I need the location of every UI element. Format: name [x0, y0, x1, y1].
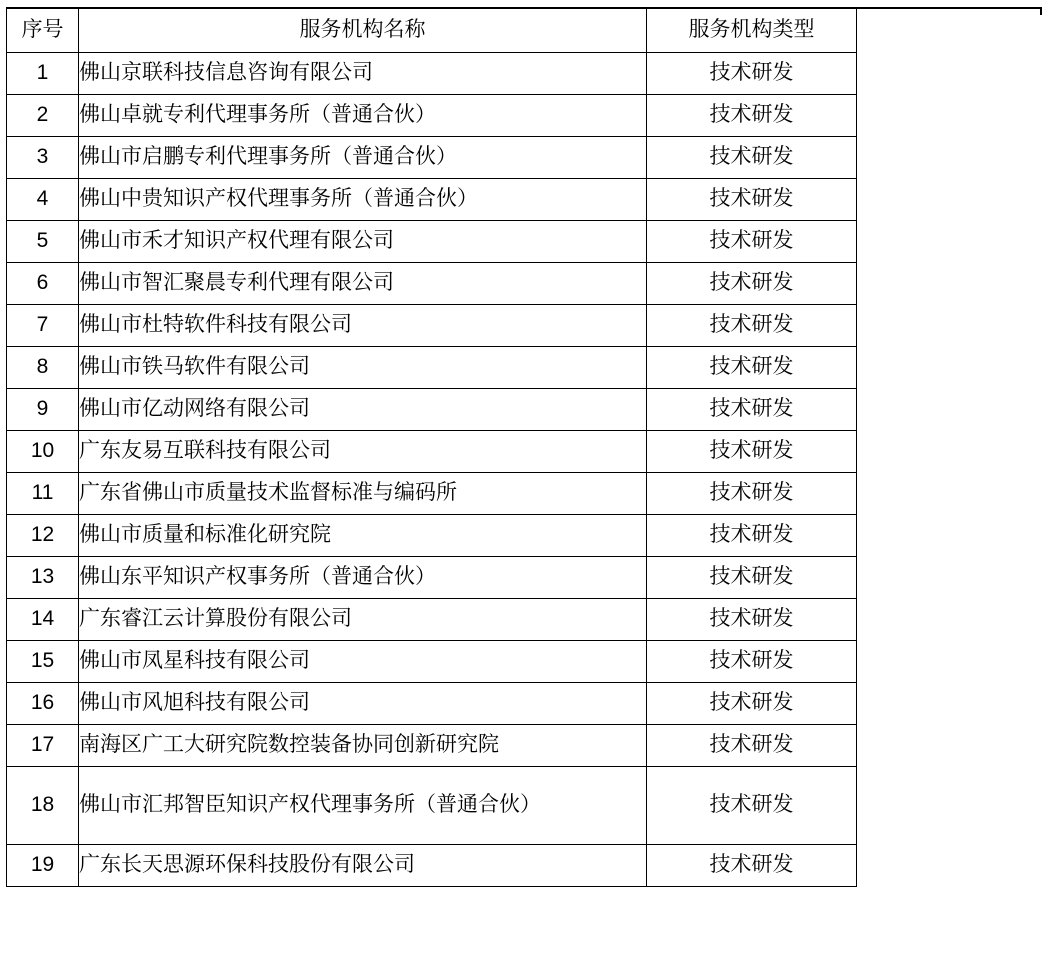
cell-organization-type: 技术研发 [647, 767, 857, 845]
table-row [7, 515, 857, 557]
table-row [7, 389, 857, 431]
cell-organization-name: 广东睿江云计算股份有限公司 [79, 599, 647, 641]
document-page [0, 7, 1048, 963]
cell-organization-type: 技术研发 [647, 263, 857, 305]
cell-seq: 17 [7, 725, 79, 767]
table-row [7, 767, 857, 845]
cell-seq: 15 [7, 641, 79, 683]
cell-organization-name: 佛山市杜特软件科技有限公司 [79, 305, 647, 347]
cell-organization-name: 佛山市启鹏专利代理事务所（普通合伙） [79, 137, 647, 179]
table-row [7, 845, 857, 887]
cell-organization-type: 技术研发 [647, 179, 857, 221]
table-row [7, 347, 857, 389]
page-top-rule [6, 7, 1042, 9]
cell-organization-type: 技术研发 [647, 557, 857, 599]
cell-seq: 3 [7, 137, 79, 179]
cell-organization-name: 佛山市禾才知识产权代理有限公司 [79, 221, 647, 263]
cell-organization-name: 佛山市质量和标准化研究院 [79, 515, 647, 557]
table-header [7, 8, 857, 53]
table-row [7, 599, 857, 641]
cell-seq: 7 [7, 305, 79, 347]
cell-seq: 16 [7, 683, 79, 725]
cell-organization-name: 佛山东平知识产权事务所（普通合伙） [79, 557, 647, 599]
service-organizations-table [6, 7, 857, 887]
cell-seq: 1 [7, 53, 79, 95]
table-row [7, 263, 857, 305]
cell-organization-type: 技术研发 [647, 641, 857, 683]
cell-seq: 12 [7, 515, 79, 557]
cell-organization-type: 技术研发 [647, 389, 857, 431]
table-row [7, 431, 857, 473]
cell-organization-name: 广东长天思源环保科技股份有限公司 [79, 845, 647, 887]
cell-organization-type: 技术研发 [647, 137, 857, 179]
cell-organization-type: 技术研发 [647, 95, 857, 137]
cell-organization-name: 佛山京联科技信息咨询有限公司 [79, 53, 647, 95]
cell-seq: 6 [7, 263, 79, 305]
cell-organization-name: 佛山市凤星科技有限公司 [79, 641, 647, 683]
table-row [7, 305, 857, 347]
table-row [7, 473, 857, 515]
cell-organization-type: 技术研发 [647, 305, 857, 347]
table-row [7, 557, 857, 599]
cell-seq: 18 [7, 767, 79, 845]
cell-organization-name: 佛山卓就专利代理事务所（普通合伙） [79, 95, 647, 137]
table-header-row [7, 8, 857, 53]
cell-seq: 10 [7, 431, 79, 473]
table-row [7, 725, 857, 767]
cell-organization-name: 佛山市汇邦智臣知识产权代理事务所（普通合伙） [79, 767, 647, 845]
cell-seq: 14 [7, 599, 79, 641]
cell-organization-type: 技术研发 [647, 845, 857, 887]
cell-organization-name: 南海区广工大研究院数控装备协同创新研究院 [79, 725, 647, 767]
cell-organization-name: 广东省佛山市质量技术监督标准与编码所 [79, 473, 647, 515]
cell-seq: 4 [7, 179, 79, 221]
table-row [7, 641, 857, 683]
table-row [7, 683, 857, 725]
cell-organization-name: 佛山市风旭科技有限公司 [79, 683, 647, 725]
cell-organization-type: 技术研发 [647, 431, 857, 473]
table-body [7, 53, 857, 887]
cell-seq: 13 [7, 557, 79, 599]
cell-organization-type: 技术研发 [647, 725, 857, 767]
page-right-rule [1040, 7, 1042, 15]
cell-organization-type: 技术研发 [647, 683, 857, 725]
cell-organization-name: 广东友易互联科技有限公司 [79, 431, 647, 473]
cell-organization-type: 技术研发 [647, 599, 857, 641]
table-row [7, 221, 857, 263]
cell-organization-name: 佛山中贵知识产权代理事务所（普通合伙） [79, 179, 647, 221]
column-header-seq: 序号 [7, 8, 79, 53]
cell-organization-type: 技术研发 [647, 221, 857, 263]
cell-seq: 8 [7, 347, 79, 389]
cell-organization-type: 技术研发 [647, 53, 857, 95]
cell-seq: 9 [7, 389, 79, 431]
cell-organization-type: 技术研发 [647, 473, 857, 515]
cell-organization-name: 佛山市铁马软件有限公司 [79, 347, 647, 389]
column-header-name: 服务机构名称 [79, 8, 647, 53]
cell-seq: 11 [7, 473, 79, 515]
cell-seq: 2 [7, 95, 79, 137]
cell-organization-type: 技术研发 [647, 347, 857, 389]
cell-organization-name: 佛山市智汇聚晨专利代理有限公司 [79, 263, 647, 305]
cell-seq: 5 [7, 221, 79, 263]
cell-organization-name: 佛山市亿动网络有限公司 [79, 389, 647, 431]
table-row [7, 53, 857, 95]
cell-seq: 19 [7, 845, 79, 887]
table-row [7, 95, 857, 137]
cell-organization-type: 技术研发 [647, 515, 857, 557]
column-header-type: 服务机构类型 [647, 8, 857, 53]
table-row [7, 137, 857, 179]
table-row [7, 179, 857, 221]
